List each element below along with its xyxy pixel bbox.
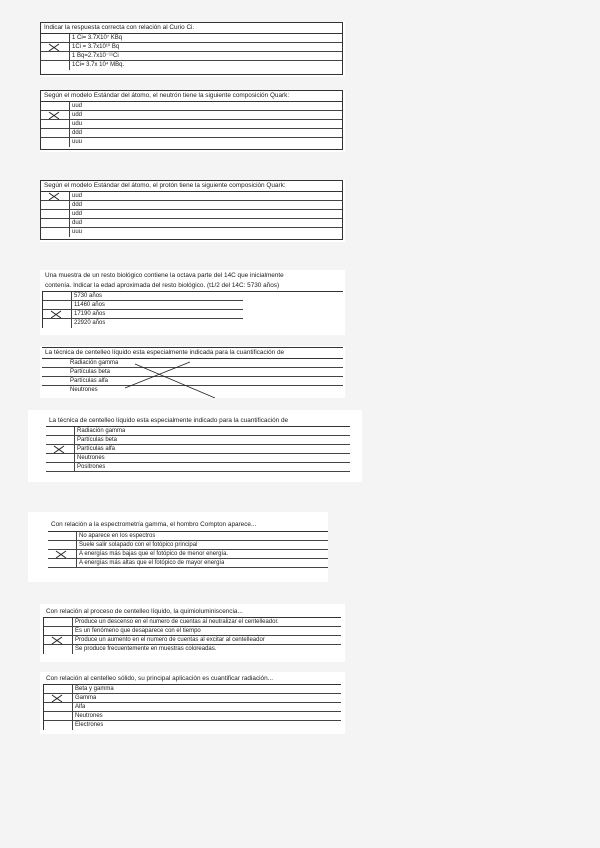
- option-text: udd: [72, 112, 83, 118]
- question-card: [40, 270, 345, 335]
- option-text: Es un fenómeno que desaparece con el tiempo: [75, 628, 201, 634]
- question-table: [42, 271, 343, 333]
- option-row[interactable]: [44, 694, 341, 703]
- option-row[interactable]: [44, 618, 341, 627]
- option-text: 11460 años: [74, 302, 105, 308]
- option-row[interactable]: [41, 34, 342, 43]
- option-row[interactable]: [41, 201, 342, 210]
- option-text: Produce un descenso en el numero de cuentas al neutralizar el centelleador.: [75, 619, 279, 625]
- option-text: Se produce frecuentemente en muestras coloreadas.: [75, 646, 217, 652]
- question-table: [40, 90, 343, 150]
- option-text: 17190 años: [74, 311, 106, 317]
- option-row[interactable]: [44, 636, 341, 645]
- option-row[interactable]: [44, 721, 341, 730]
- option-text: Radiación gamma: [70, 360, 119, 366]
- option-row[interactable]: [41, 138, 342, 147]
- option-row[interactable]: [48, 550, 328, 559]
- option-text: A energías más bajas que el fotópico de menor energía.: [79, 551, 229, 557]
- option-text: 5730 años: [74, 293, 103, 299]
- option-row[interactable]: [43, 292, 243, 301]
- cross-mark-icon: [47, 111, 61, 120]
- question-title: La técnica de centelleo líquido esta especialmente indicada para la cuantificación de: [42, 348, 343, 359]
- option-row[interactable]: [46, 454, 350, 463]
- option-text: Suele salir solapado con el fotópico principal: [79, 542, 198, 548]
- option-row[interactable]: [46, 436, 350, 445]
- question-title-line2: contenía. Indicar la edad aproximada del resto biológico. (t1/2 del 14C: 5730 años): [42, 281, 343, 292]
- option-text: Radiación gamma: [77, 428, 126, 434]
- option-text: 1Ci= 3.7x 10⁴ MBq.: [72, 62, 125, 68]
- question-table: [48, 520, 328, 576]
- option-text: Alfa: [75, 704, 86, 710]
- question-title: Según el modelo Estándar del átomo, el neutrón tiene la siguiente composición Quark:: [41, 91, 342, 102]
- question-title: Indicar la respuesta correcta con relación al Curio Ci.: [41, 23, 342, 34]
- option-text: 22920 años: [74, 320, 106, 326]
- option-text: uuu: [72, 229, 83, 235]
- option-row[interactable]: [41, 129, 342, 138]
- option-text: Partículas beta: [70, 369, 111, 375]
- option-text: Neutrones: [70, 387, 98, 393]
- question-table: [40, 180, 343, 240]
- option-text: Electrones: [75, 722, 104, 728]
- option-text: dud: [72, 220, 83, 226]
- option-row[interactable]: [44, 627, 341, 636]
- cross-mark-icon: [47, 192, 61, 201]
- option-text: Partículas alfa: [77, 446, 116, 452]
- option-row[interactable]: [44, 685, 341, 694]
- question-table: [46, 416, 350, 480]
- option-text: No aparece en los espectros: [79, 533, 156, 539]
- option-row[interactable]: [41, 228, 342, 237]
- cross-mark-icon: [50, 636, 64, 645]
- question-table: [43, 607, 341, 660]
- option-row[interactable]: [41, 102, 342, 111]
- question-title: Según el modelo Estándar del átomo, el protón tiene la siguiente composición Quark:: [41, 181, 342, 192]
- question-card: [40, 90, 345, 152]
- question-title: Con relación al centelleo sólido, su principal aplicación es cuantificar radiación...: [43, 674, 341, 685]
- question-table: [43, 674, 341, 732]
- question-card: [40, 672, 345, 734]
- option-text: Partículas alfa: [70, 378, 109, 384]
- option-row[interactable]: [44, 703, 341, 712]
- option-row[interactable]: [41, 111, 342, 120]
- option-text: Gamma: [75, 695, 97, 701]
- option-row[interactable]: [41, 219, 342, 228]
- option-text: Neutrones: [75, 713, 103, 719]
- question-title: La técnica de centelleo líquido esta especialmente indicado para la cuantificación de: [49, 417, 289, 424]
- option-text: uud: [72, 193, 83, 199]
- question-card: [40, 604, 345, 662]
- option-row[interactable]: [46, 445, 350, 454]
- option-text: udu: [72, 121, 83, 127]
- option-row[interactable]: [41, 192, 342, 201]
- option-text: A energías más altas que el fotópico de mayor energía: [79, 560, 225, 566]
- question-card: [28, 512, 328, 582]
- cross-mark-icon: [49, 310, 63, 319]
- option-row[interactable]: [48, 541, 328, 550]
- option-row[interactable]: [41, 43, 342, 52]
- question-card-crossed: [40, 346, 345, 398]
- option-row[interactable]: [44, 645, 341, 654]
- option-row[interactable]: [43, 319, 243, 328]
- option-text: Beta y gamma: [75, 686, 114, 692]
- cross-mark-icon: [52, 445, 66, 454]
- cross-mark-icon: [50, 694, 64, 703]
- question-card: [40, 22, 345, 77]
- option-text: Positrones: [77, 464, 106, 470]
- option-row[interactable]: [48, 559, 328, 568]
- option-text: 1Ci = 3.7x10¹⁰ Bq: [72, 44, 120, 50]
- question-card: [40, 180, 345, 242]
- option-text: ddd: [72, 130, 83, 136]
- option-row[interactable]: [41, 52, 342, 61]
- option-row[interactable]: [46, 427, 350, 436]
- option-text: Partículas beta: [77, 437, 118, 443]
- question-card: [28, 410, 362, 482]
- strike-through-icon: [40, 346, 345, 398]
- question-title: Con relación al proceso de centelleo líquido, la quimioluminiscencia...: [43, 607, 341, 618]
- option-row[interactable]: [43, 310, 243, 319]
- option-text: uud: [72, 103, 83, 109]
- option-text: ddd: [72, 202, 83, 208]
- cross-mark-icon: [54, 550, 68, 559]
- question-title: Una muestra de un resto biológico contiene la octava parte del 14C que inicialmente: [45, 272, 284, 279]
- option-row[interactable]: [41, 120, 342, 129]
- option-row[interactable]: [46, 463, 350, 472]
- question-table: [40, 22, 343, 75]
- option-text: uuu: [72, 139, 83, 145]
- option-row[interactable]: [43, 301, 243, 310]
- option-text: 1 Ci= 3.7X10⁷ KBq: [72, 35, 123, 41]
- option-row[interactable]: [44, 712, 341, 721]
- option-row[interactable]: [48, 532, 328, 541]
- option-text: 1 Bq=2.7x10⁻¹¹Ci: [72, 53, 119, 59]
- option-row[interactable]: [41, 61, 342, 70]
- option-row[interactable]: [41, 210, 342, 219]
- question-title: Con relación a la espectrometría gamma, el hombro Compton aparece...: [48, 520, 328, 532]
- option-text: Neutrones: [77, 455, 105, 461]
- option-text: udd: [72, 211, 83, 217]
- option-text: Produce un aumento en el numero de cuentas al excitar al centelleador: [75, 637, 265, 643]
- cross-mark-icon: [47, 43, 61, 52]
